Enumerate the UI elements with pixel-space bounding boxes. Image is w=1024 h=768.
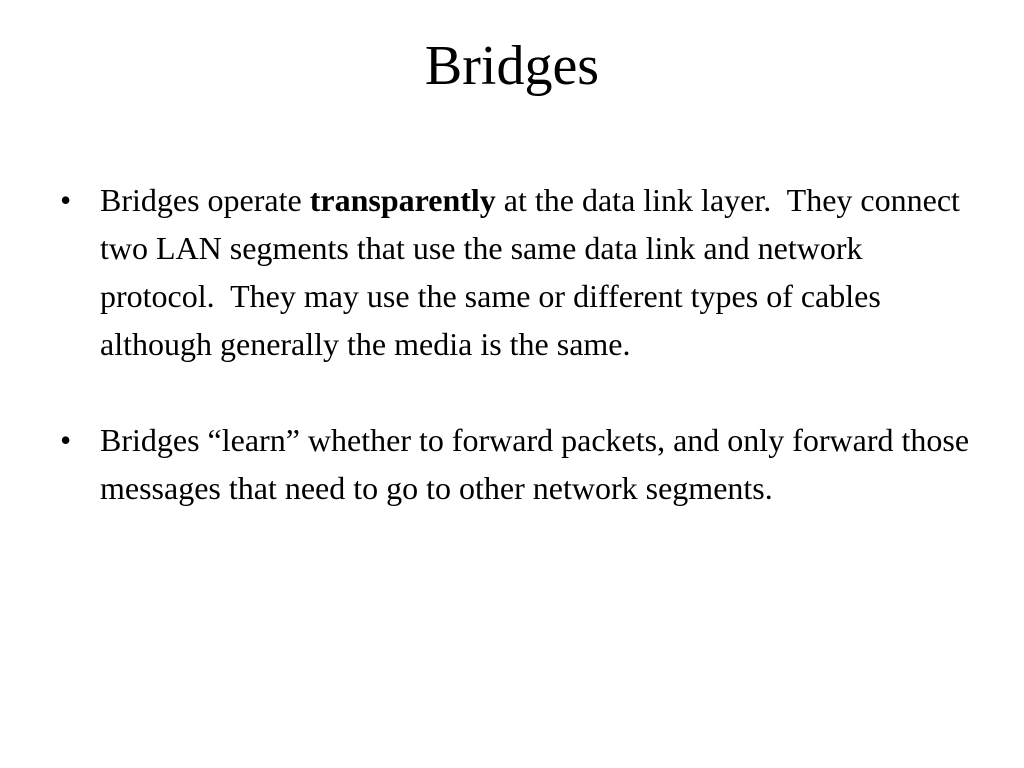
bullet-marker: •	[60, 422, 72, 458]
slide-title: Bridges	[424, 35, 600, 97]
bullet-text: Bridges “learn” whether to forward packets, and only forward those messages that need to go to other network segments.	[100, 422, 970, 506]
bullet-text-start: Bridges operate	[100, 182, 310, 218]
bullet-item-learning	[60, 416, 980, 512]
bullet-list	[60, 176, 980, 512]
bullet-item-transparent-operation	[60, 176, 980, 368]
bullet-text-rest: at the data link layer. They connect two LAN segments that use the same data link and network protocol. They may use the same or different types of cables although generally the media is the same.	[100, 182, 968, 362]
bullet-text-emphasis: transparently	[309, 182, 496, 218]
bullet-marker: •	[60, 182, 72, 218]
bullet-text	[100, 176, 980, 368]
